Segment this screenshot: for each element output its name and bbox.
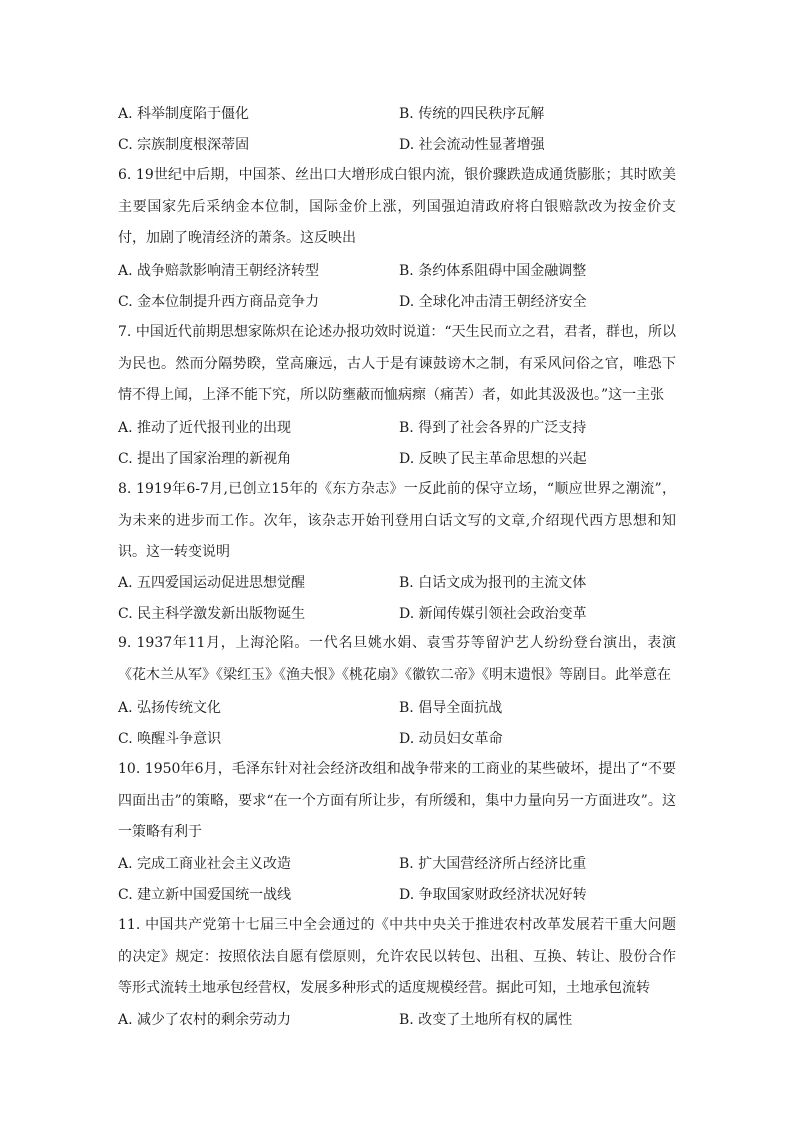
option-text: 争取国家财政经济状况好转 [418,887,587,903]
option-letter: C. [118,451,138,467]
q10-option-d [399,885,587,905]
q10-stem: 10. 1950年6月，毛泽东针对社会经济改组和战争带来的工商业的某些破坏，提出了“不要四面出击”的策略，要求“在一个方面有所让步，有所缓和，集中力量向另一方面进攻”。这一策略有利于 [118,761,676,840]
q8-option-a [118,573,305,593]
q5-option-b [399,104,544,124]
option-text: 社会流动性显著增强 [418,137,545,153]
q6-option-a [118,261,319,281]
option-text: 减少了农村的剩余劳动力 [137,1012,292,1028]
option-text: 倡导全面抗战 [418,700,503,716]
option-text: 传统的四民秩序瓦解 [418,106,545,122]
option-text: 条约体系阻碍中国金融调整 [418,263,587,279]
option-letter: D. [399,137,419,153]
option-text: 金本位制提升西方商品竞争力 [137,294,320,310]
option-letter: D. [399,294,419,310]
option-text: 白话文成为报刊的主流文体 [418,575,587,591]
q9-option-a [118,698,221,718]
option-letter: B. [399,575,419,591]
q7-option-a [118,418,291,438]
option-letter: D. [399,451,419,467]
option-text: 提出了国家治理的新视角 [137,451,292,467]
option-text: 五四爱国运动促进思想觉醒 [137,575,306,591]
option-text: 建立新中国爱国统一战线 [137,887,292,903]
option-letter: C. [118,606,138,622]
option-text: 动员妇女革命 [418,731,503,747]
option-letter: A. [118,700,138,716]
option-text: 得到了社会各界的广泛支持 [418,420,587,436]
option-letter: C. [118,294,138,310]
option-text: 科举制度陷于僵化 [137,106,250,122]
q8-option-b [399,573,586,593]
q10-option-b [399,854,586,874]
option-text: 完成工商业社会主义改造 [137,856,292,872]
option-text: 新闻传媒引领社会政治变革 [418,606,587,622]
option-text: 扩大国营经济所占经济比重 [418,856,587,872]
q9-option-b [399,698,502,718]
option-text: 战争赔款影响清王朝经济转型 [137,263,320,279]
option-text: 宗族制度根深蒂固 [137,137,250,153]
q11-option-a [118,1010,291,1030]
q7-option-c [118,449,291,469]
option-letter: B. [399,700,419,716]
q7-option-d [399,449,587,469]
option-letter: B. [399,856,419,872]
q10-option-c [118,885,291,905]
option-text: 唤醒斗争意识 [137,731,222,747]
option-letter: A. [118,575,138,591]
q9-option-d [399,729,503,749]
q8-option-c [118,604,305,624]
q5-option-c [118,135,249,155]
option-text: 推动了近代报刊业的出现 [137,420,292,436]
option-letter: D. [399,606,419,622]
option-letter: C. [118,731,138,747]
q7-option-b [399,418,586,438]
option-letter: B. [399,1012,419,1028]
q9-option-c [118,729,221,749]
q9-stem: 9. 1937年11月，上海沦陷。一代名旦姚水娟、袁雪芬等留沪艺人纷纷登台演出，表演《花木兰从军》《梁红玉》《渔夫恨》《桃花扇》《徽钦二帝》《明末遗恨》等剧目。此举意在 [118,635,676,683]
q6-stem: 6. 19世纪中后期，中国茶、丝出口大增形成白银内流，银价骤跌造成通货膨胀；其时欧美主要国家先后采纳金本位制，国际金价上涨，列国强迫清政府将白银赔款改为按金价支付，加剧了晚清经济的萧条。这反映出 [118,167,676,246]
q6-option-b [399,261,586,281]
q6-option-d [399,292,587,312]
q11-option-b [399,1010,572,1030]
option-letter: D. [399,887,419,903]
q5-option-d [399,135,545,155]
q8-stem: 8. 1919年6-7月,已创立15年的《东方杂志》一反此前的保守立场，“顺应世界之潮流”，为未来的进步而工作。次年，该杂志开始刊登用白话文写的文章,介绍现代西方思想和知识。这一转变说明 [118,481,676,560]
q10-option-a [118,854,291,874]
option-letter: B. [399,263,419,279]
option-text: 弘扬传统文化 [137,700,222,716]
option-letter: A. [118,263,138,279]
q7-stem: 7. 中国近代前期思想家陈炽在论述办报功效时说道：“天生民而立之君，君者，群也，所以为民也。然而分隔势睽，堂高廉远，古人于是有谏鼓谤木之制，有采风问俗之官，唯恐下情不得上闻，上泽不能下究，所以防壅蔽而恤病瘝（痛苦）者，如此其汲汲也。”这一主张 [118,324,676,403]
option-letter: A. [118,420,138,436]
option-letter: B. [399,420,419,436]
option-text: 反映了民主革命思想的兴起 [418,451,587,467]
q6-option-c [118,292,319,312]
option-letter: A. [118,106,138,122]
q8-option-d [399,604,587,624]
option-text: 民主科学激发新出版物诞生 [137,606,306,622]
option-letter: C. [118,887,138,903]
q5-option-a [118,104,249,124]
option-letter: C. [118,137,138,153]
option-letter: B. [399,106,419,122]
option-text: 全球化冲击清王朝经济安全 [418,294,587,310]
option-text: 改变了土地所有权的属性 [418,1012,573,1028]
option-letter: D. [399,731,419,747]
q11-stem: 11. 中国共产党第十七届三中全会通过的《中共中央关于推进农村改革发展若干重大问题的决定》规定：按照依法自愿有偿原则，允许农民以转包、出租、互换、转让、股份合作等形式流转土地承包经营权，发展多种形式的适度规模经营。据此可知，土地承包流转 [118,917,676,996]
option-letter: A. [118,856,138,872]
option-letter: A. [118,1012,138,1028]
